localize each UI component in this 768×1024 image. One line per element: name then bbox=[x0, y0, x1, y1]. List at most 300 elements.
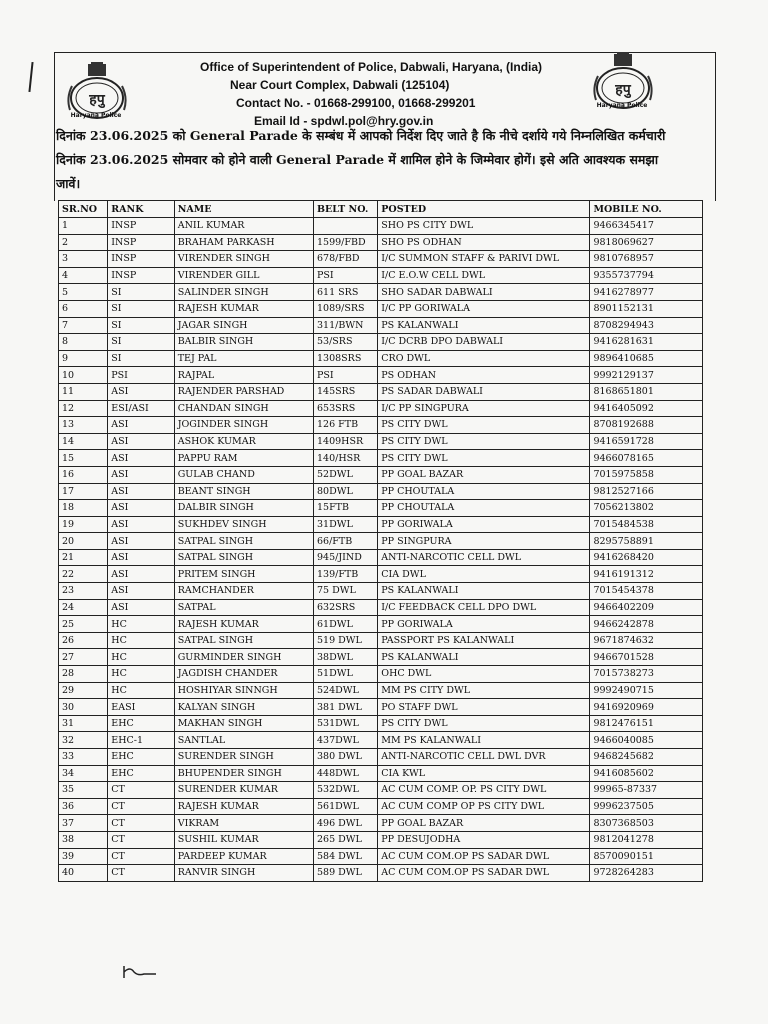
cell-belt-no: 66/FTB bbox=[314, 533, 378, 550]
cell-posted: PP CHOUTALA bbox=[378, 500, 590, 517]
table-row bbox=[59, 267, 703, 284]
table-row bbox=[59, 218, 703, 235]
cell-name: ANIL KUMAR bbox=[174, 218, 313, 235]
cell-sr-no: 32 bbox=[59, 732, 108, 749]
cell-rank: SI bbox=[108, 334, 174, 351]
cell-sr-no: 30 bbox=[59, 699, 108, 716]
cell-belt-no: 1308SRS bbox=[314, 350, 378, 367]
table-row bbox=[59, 516, 703, 533]
cell-belt-no: 632SRS bbox=[314, 599, 378, 616]
cell-name: VIRENDER SINGH bbox=[174, 251, 313, 268]
logo-emblem-text: हपु bbox=[615, 82, 631, 98]
cell-belt-no: 589 DWL bbox=[314, 865, 378, 882]
header-belt-no: BELT NO. bbox=[314, 201, 378, 218]
cell-posted: I/C PP SINGPURA bbox=[378, 400, 590, 417]
cell-mobile-no: 7056213802 bbox=[590, 500, 703, 517]
cell-mobile-no: 8295758891 bbox=[590, 533, 703, 550]
cell-posted: I/C PP GORIWALA bbox=[378, 300, 590, 317]
cell-sr-no: 9 bbox=[59, 350, 108, 367]
cell-name: RAMCHANDER bbox=[174, 583, 313, 600]
header-posted: POSTED bbox=[378, 201, 590, 218]
cell-posted: PS CITY DWL bbox=[378, 417, 590, 434]
cell-mobile-no: 9416591728 bbox=[590, 433, 703, 450]
table-row bbox=[59, 815, 703, 832]
table-row bbox=[59, 749, 703, 766]
cell-posted: PS CITY DWL bbox=[378, 715, 590, 732]
cell-sr-no: 8 bbox=[59, 334, 108, 351]
table-row bbox=[59, 383, 703, 400]
cell-belt-no: 52DWL bbox=[314, 466, 378, 483]
cell-sr-no: 19 bbox=[59, 516, 108, 533]
cell-name: ASHOK KUMAR bbox=[174, 433, 313, 450]
cell-posted: CRO DWL bbox=[378, 350, 590, 367]
cell-posted: I/C SUMMON STAFF & PARIVI DWL bbox=[378, 251, 590, 268]
cell-mobile-no: 9992129137 bbox=[590, 367, 703, 384]
cell-belt-no: 532DWL bbox=[314, 782, 378, 799]
cell-mobile-no: 7015454378 bbox=[590, 583, 703, 600]
haryana-police-emblem-icon bbox=[62, 62, 132, 132]
table-row bbox=[59, 400, 703, 417]
cell-belt-no: 653SRS bbox=[314, 400, 378, 417]
cell-sr-no: 14 bbox=[59, 433, 108, 450]
cell-posted: AC CUM COMP. OP. PS CITY DWL bbox=[378, 782, 590, 799]
cell-name: SALINDER SINGH bbox=[174, 284, 313, 301]
cell-sr-no: 4 bbox=[59, 267, 108, 284]
cell-name: JAGAR SINGH bbox=[174, 317, 313, 334]
left-logo-caption: Haryana Police bbox=[70, 112, 122, 119]
cell-mobile-no: 7015484538 bbox=[590, 516, 703, 533]
notice-line-3: जावें। bbox=[56, 176, 81, 191]
table-row bbox=[59, 782, 703, 799]
table-row bbox=[59, 765, 703, 782]
cell-posted: PP GOAL BAZAR bbox=[378, 815, 590, 832]
cell-mobile-no: 9810768957 bbox=[590, 251, 703, 268]
cell-belt-no: 945/JIND bbox=[314, 549, 378, 566]
cell-mobile-no: 9416281631 bbox=[590, 334, 703, 351]
cell-rank: EHC-1 bbox=[108, 732, 174, 749]
cell-sr-no: 37 bbox=[59, 815, 108, 832]
cell-mobile-no: 8708294943 bbox=[590, 317, 703, 334]
cell-rank: ASI bbox=[108, 450, 174, 467]
cell-mobile-no: 8307368503 bbox=[590, 815, 703, 832]
cell-name: SURENDER SINGH bbox=[174, 749, 313, 766]
cell-belt-no: 611 SRS bbox=[314, 284, 378, 301]
cell-mobile-no: 9671874632 bbox=[590, 632, 703, 649]
cell-name: RAJPAL bbox=[174, 367, 313, 384]
cell-posted: SHO PS CITY DWL bbox=[378, 218, 590, 235]
cell-belt-no: 15FTB bbox=[314, 500, 378, 517]
cell-sr-no: 13 bbox=[59, 417, 108, 434]
cell-belt-no: 381 DWL bbox=[314, 699, 378, 716]
cell-posted: CIA DWL bbox=[378, 566, 590, 583]
table-header-row bbox=[59, 201, 703, 218]
cell-rank: CT bbox=[108, 782, 174, 799]
cell-posted: I/C E.O.W CELL DWL bbox=[378, 267, 590, 284]
cell-mobile-no: 7015975858 bbox=[590, 466, 703, 483]
cell-belt-no: 531DWL bbox=[314, 715, 378, 732]
cell-belt-no: 311/BWN bbox=[314, 317, 378, 334]
cell-name: SANTLAL bbox=[174, 732, 313, 749]
cell-mobile-no: 9466345417 bbox=[590, 218, 703, 235]
cell-sr-no: 3 bbox=[59, 251, 108, 268]
cell-sr-no: 31 bbox=[59, 715, 108, 732]
cell-name: JAGDISH CHANDER bbox=[174, 666, 313, 683]
cell-mobile-no: 9468245682 bbox=[590, 749, 703, 766]
cell-posted: I/C FEEDBACK CELL DPO DWL bbox=[378, 599, 590, 616]
cell-belt-no: 584 DWL bbox=[314, 848, 378, 865]
cell-rank: INSP bbox=[108, 251, 174, 268]
cell-mobile-no: 9812527166 bbox=[590, 483, 703, 500]
cell-rank: ASI bbox=[108, 583, 174, 600]
cell-name: SATPAL SINGH bbox=[174, 549, 313, 566]
cell-name: MAKHAN SINGH bbox=[174, 715, 313, 732]
table-row bbox=[59, 632, 703, 649]
cell-name: DALBIR SINGH bbox=[174, 500, 313, 517]
cell-belt-no: 265 DWL bbox=[314, 831, 378, 848]
cell-posted: PP GORIWALA bbox=[378, 516, 590, 533]
cell-belt-no: 1409HSR bbox=[314, 433, 378, 450]
cell-rank: EHC bbox=[108, 749, 174, 766]
cell-name: SUKHDEV SINGH bbox=[174, 516, 313, 533]
cell-posted: PP SINGPURA bbox=[378, 533, 590, 550]
cell-mobile-no: 9355737794 bbox=[590, 267, 703, 284]
cell-posted: CIA KWL bbox=[378, 765, 590, 782]
cell-sr-no: 26 bbox=[59, 632, 108, 649]
cell-rank: HC bbox=[108, 682, 174, 699]
cell-mobile-no: 8901152131 bbox=[590, 300, 703, 317]
cell-sr-no: 36 bbox=[59, 798, 108, 815]
cell-belt-no: 380 DWL bbox=[314, 749, 378, 766]
cell-rank: EHC bbox=[108, 765, 174, 782]
cell-posted: AC CUM COMP OP PS CITY DWL bbox=[378, 798, 590, 815]
cell-posted: AC CUM COM.OP PS SADAR DWL bbox=[378, 865, 590, 882]
cell-sr-no: 34 bbox=[59, 765, 108, 782]
cell-mobile-no: 8570090151 bbox=[590, 848, 703, 865]
table-row bbox=[59, 317, 703, 334]
cell-mobile-no: 9416085602 bbox=[590, 765, 703, 782]
cell-belt-no: PSI bbox=[314, 367, 378, 384]
cell-sr-no: 17 bbox=[59, 483, 108, 500]
cell-sr-no: 1 bbox=[59, 218, 108, 235]
cell-name: PARDEEP KUMAR bbox=[174, 848, 313, 865]
cell-name: PAPPU RAM bbox=[174, 450, 313, 467]
cell-name: PRITEM SINGH bbox=[174, 566, 313, 583]
cell-name: GURMINDER SINGH bbox=[174, 649, 313, 666]
cell-posted: PS SADAR DABWALI bbox=[378, 383, 590, 400]
cell-rank: CT bbox=[108, 865, 174, 882]
cell-posted: MM PS KALANWALI bbox=[378, 732, 590, 749]
cell-rank: ASI bbox=[108, 566, 174, 583]
cell-belt-no: 437DWL bbox=[314, 732, 378, 749]
table-row bbox=[59, 433, 703, 450]
table-row bbox=[59, 251, 703, 268]
cell-belt-no bbox=[314, 218, 378, 235]
cell-belt-no: 53/SRS bbox=[314, 334, 378, 351]
cell-sr-no: 40 bbox=[59, 865, 108, 882]
cell-mobile-no: 9466701528 bbox=[590, 649, 703, 666]
cell-sr-no: 15 bbox=[59, 450, 108, 467]
cell-belt-no: 524DWL bbox=[314, 682, 378, 699]
cell-rank: EASI bbox=[108, 699, 174, 716]
cell-belt-no: 139/FTB bbox=[314, 566, 378, 583]
logo-emblem-text: हपु bbox=[89, 92, 105, 108]
cell-rank: HC bbox=[108, 649, 174, 666]
cell-sr-no: 18 bbox=[59, 500, 108, 517]
cell-rank: SI bbox=[108, 284, 174, 301]
cell-rank: ASI bbox=[108, 483, 174, 500]
cell-posted: ANTI-NARCOTIC CELL DWL DVR bbox=[378, 749, 590, 766]
cell-name: RAJENDER PARSHAD bbox=[174, 383, 313, 400]
cell-sr-no: 7 bbox=[59, 317, 108, 334]
cell-mobile-no: 9818069627 bbox=[590, 234, 703, 251]
cell-mobile-no: 9466040085 bbox=[590, 732, 703, 749]
cell-mobile-no: 9416405092 bbox=[590, 400, 703, 417]
cell-mobile-no: 8708192688 bbox=[590, 417, 703, 434]
table-row bbox=[59, 682, 703, 699]
cell-rank: ASI bbox=[108, 533, 174, 550]
cell-name: VIRENDER GILL bbox=[174, 267, 313, 284]
cell-belt-no: 519 DWL bbox=[314, 632, 378, 649]
cell-rank: HC bbox=[108, 616, 174, 633]
cell-mobile-no: 9416278977 bbox=[590, 284, 703, 301]
table-row bbox=[59, 417, 703, 434]
cell-rank: PSI bbox=[108, 367, 174, 384]
table-row bbox=[59, 367, 703, 384]
cell-mobile-no: 9812041278 bbox=[590, 831, 703, 848]
cell-belt-no: 1089/SRS bbox=[314, 300, 378, 317]
cell-rank: CT bbox=[108, 815, 174, 832]
cell-sr-no: 11 bbox=[59, 383, 108, 400]
cell-mobile-no: 7015738273 bbox=[590, 666, 703, 683]
office-email: Email Id - spdwl.pol@hry.gov.in bbox=[254, 114, 434, 128]
cell-name: VIKRAM bbox=[174, 815, 313, 832]
cell-sr-no: 24 bbox=[59, 599, 108, 616]
cell-sr-no: 5 bbox=[59, 284, 108, 301]
table-row bbox=[59, 616, 703, 633]
cell-belt-no: 51DWL bbox=[314, 666, 378, 683]
cell-sr-no: 12 bbox=[59, 400, 108, 417]
cell-posted: MM PS CITY DWL bbox=[378, 682, 590, 699]
cell-mobile-no: 99965-87337 bbox=[590, 782, 703, 799]
cell-belt-no: 75 DWL bbox=[314, 583, 378, 600]
cell-mobile-no: 9896410685 bbox=[590, 350, 703, 367]
notice-line-1: दिनांक 23.06.2025 को General Parade के सम्बंध में आपको निर्देश दिए जाते है कि नीचे दर्शाये गये निम्नलिखित कर्मचारी bbox=[56, 128, 666, 143]
cell-name: TEJ PAL bbox=[174, 350, 313, 367]
right-logo-caption: Haryana Police bbox=[596, 102, 648, 109]
cell-belt-no: 678/FBD bbox=[314, 251, 378, 268]
cell-mobile-no: 9992490715 bbox=[590, 682, 703, 699]
cell-name: GULAB CHAND bbox=[174, 466, 313, 483]
notice-line-2: दिनांक 23.06.2025 सोमवार को होने वाली General Parade में शामिल होने के जिम्मेवार होगें। इसे अति आवश्यक समझा bbox=[56, 152, 659, 167]
cell-name: SATPAL SINGH bbox=[174, 533, 313, 550]
cell-belt-no: 561DWL bbox=[314, 798, 378, 815]
cell-posted: PP GOAL BAZAR bbox=[378, 466, 590, 483]
table-row bbox=[59, 798, 703, 815]
cell-rank: SI bbox=[108, 350, 174, 367]
cell-posted: PO STAFF DWL bbox=[378, 699, 590, 716]
cell-name: RAJESH KUMAR bbox=[174, 300, 313, 317]
cell-sr-no: 16 bbox=[59, 466, 108, 483]
cell-name: SATPAL SINGH bbox=[174, 632, 313, 649]
cell-name: BALBIR SINGH bbox=[174, 334, 313, 351]
cell-rank: SI bbox=[108, 317, 174, 334]
cell-rank: ESI/ASI bbox=[108, 400, 174, 417]
table-row bbox=[59, 566, 703, 583]
cell-name: BHUPENDER SINGH bbox=[174, 765, 313, 782]
cell-rank: ASI bbox=[108, 516, 174, 533]
cell-sr-no: 10 bbox=[59, 367, 108, 384]
cell-posted: PS KALANWALI bbox=[378, 649, 590, 666]
cell-rank: CT bbox=[108, 848, 174, 865]
margin-pen-mark bbox=[28, 62, 33, 92]
cell-rank: ASI bbox=[108, 599, 174, 616]
cell-belt-no: 61DWL bbox=[314, 616, 378, 633]
cell-mobile-no: 8168651801 bbox=[590, 383, 703, 400]
cell-rank: CT bbox=[108, 831, 174, 848]
table-row bbox=[59, 450, 703, 467]
table-row bbox=[59, 715, 703, 732]
cell-rank: CT bbox=[108, 798, 174, 815]
office-contact: Contact No. - 01668-299100, 01668-299201 bbox=[236, 96, 476, 110]
cell-name: SATPAL bbox=[174, 599, 313, 616]
cell-mobile-no: 9812476151 bbox=[590, 715, 703, 732]
header-name: NAME bbox=[174, 201, 313, 218]
cell-posted: PS CITY DWL bbox=[378, 450, 590, 467]
cell-name: CHANDAN SINGH bbox=[174, 400, 313, 417]
cell-sr-no: 27 bbox=[59, 649, 108, 666]
cell-posted: PS KALANWALI bbox=[378, 583, 590, 600]
cell-posted: PP GORIWALA bbox=[378, 616, 590, 633]
cell-name: BEANT SINGH bbox=[174, 483, 313, 500]
cell-sr-no: 23 bbox=[59, 583, 108, 600]
cell-rank: HC bbox=[108, 666, 174, 683]
cell-sr-no: 21 bbox=[59, 549, 108, 566]
cell-belt-no: 38DWL bbox=[314, 649, 378, 666]
cell-sr-no: 35 bbox=[59, 782, 108, 799]
signature-mark bbox=[120, 962, 160, 982]
table-row bbox=[59, 284, 703, 301]
office-title: Office of Superintendent of Police, Dabwali, Haryana, (India) bbox=[200, 60, 543, 74]
cell-posted: PS KALANWALI bbox=[378, 317, 590, 334]
parade-notice bbox=[56, 124, 712, 196]
cell-belt-no: 145SRS bbox=[314, 383, 378, 400]
cell-mobile-no: 9416191312 bbox=[590, 566, 703, 583]
cell-rank: SI bbox=[108, 300, 174, 317]
cell-name: BRAHAM PARKASH bbox=[174, 234, 313, 251]
table-row bbox=[59, 649, 703, 666]
table-row bbox=[59, 533, 703, 550]
cell-posted: I/C DCRB DPO DABWALI bbox=[378, 334, 590, 351]
office-address-block bbox=[200, 58, 600, 130]
cell-sr-no: 33 bbox=[59, 749, 108, 766]
cell-posted: PASSPORT PS KALANWALI bbox=[378, 632, 590, 649]
table-row bbox=[59, 583, 703, 600]
cell-rank: HC bbox=[108, 632, 174, 649]
table-row bbox=[59, 334, 703, 351]
cell-rank: INSP bbox=[108, 234, 174, 251]
table-row bbox=[59, 350, 703, 367]
cell-belt-no: 496 DWL bbox=[314, 815, 378, 832]
cell-sr-no: 2 bbox=[59, 234, 108, 251]
cell-sr-no: 6 bbox=[59, 300, 108, 317]
cell-rank: ASI bbox=[108, 417, 174, 434]
cell-rank: INSP bbox=[108, 218, 174, 235]
cell-mobile-no: 9416920969 bbox=[590, 699, 703, 716]
table-body bbox=[59, 218, 703, 882]
table-row bbox=[59, 549, 703, 566]
cell-posted: OHC DWL bbox=[378, 666, 590, 683]
cell-mobile-no: 9466078165 bbox=[590, 450, 703, 467]
table-row bbox=[59, 831, 703, 848]
table-row bbox=[59, 300, 703, 317]
parade-roster-table bbox=[58, 200, 703, 882]
cell-rank: EHC bbox=[108, 715, 174, 732]
cell-mobile-no: 9466242878 bbox=[590, 616, 703, 633]
cell-mobile-no: 9728264283 bbox=[590, 865, 703, 882]
cell-sr-no: 20 bbox=[59, 533, 108, 550]
cell-rank: ASI bbox=[108, 500, 174, 517]
cell-posted: AC CUM COM.OP PS SADAR DWL bbox=[378, 848, 590, 865]
cell-rank: INSP bbox=[108, 267, 174, 284]
cell-posted: PP DESUJODHA bbox=[378, 831, 590, 848]
cell-rank: ASI bbox=[108, 549, 174, 566]
cell-name: RAJESH KUMAR bbox=[174, 616, 313, 633]
cell-sr-no: 28 bbox=[59, 666, 108, 683]
header-mobile-no: MOBILE NO. bbox=[590, 201, 703, 218]
cell-sr-no: 29 bbox=[59, 682, 108, 699]
cell-name: RANVIR SINGH bbox=[174, 865, 313, 882]
table-row bbox=[59, 500, 703, 517]
cell-belt-no: 31DWL bbox=[314, 516, 378, 533]
cell-name: JOGINDER SINGH bbox=[174, 417, 313, 434]
cell-mobile-no: 9996237505 bbox=[590, 798, 703, 815]
cell-mobile-no: 9416268420 bbox=[590, 549, 703, 566]
cell-name: SUSHIL KUMAR bbox=[174, 831, 313, 848]
table-row bbox=[59, 699, 703, 716]
table-row bbox=[59, 732, 703, 749]
table-row bbox=[59, 599, 703, 616]
cell-posted: PS ODHAN bbox=[378, 367, 590, 384]
cell-mobile-no: 9466402209 bbox=[590, 599, 703, 616]
cell-posted: SHO PS ODHAN bbox=[378, 234, 590, 251]
table-row bbox=[59, 848, 703, 865]
office-address: Near Court Complex, Dabwali (125104) bbox=[230, 78, 450, 92]
table-row bbox=[59, 466, 703, 483]
cell-belt-no: PSI bbox=[314, 267, 378, 284]
header-sr-no: SR.NO bbox=[59, 201, 108, 218]
cell-sr-no: 38 bbox=[59, 831, 108, 848]
cell-sr-no: 25 bbox=[59, 616, 108, 633]
cell-belt-no: 80DWL bbox=[314, 483, 378, 500]
cell-name: HOSHIYAR SINNGH bbox=[174, 682, 313, 699]
cell-posted: ANTI-NARCOTIC CELL DWL bbox=[378, 549, 590, 566]
cell-rank: ASI bbox=[108, 466, 174, 483]
cell-belt-no: 126 FTB bbox=[314, 417, 378, 434]
table-row bbox=[59, 234, 703, 251]
cell-belt-no: 448DWL bbox=[314, 765, 378, 782]
cell-name: RAJESH KUMAR bbox=[174, 798, 313, 815]
cell-rank: ASI bbox=[108, 383, 174, 400]
cell-rank: ASI bbox=[108, 433, 174, 450]
cell-sr-no: 39 bbox=[59, 848, 108, 865]
header-rank: RANK bbox=[108, 201, 174, 218]
table-row bbox=[59, 865, 703, 882]
cell-name: SURENDER KUMAR bbox=[174, 782, 313, 799]
cell-posted: SHO SADAR DABWALI bbox=[378, 284, 590, 301]
table-row bbox=[59, 483, 703, 500]
cell-sr-no: 22 bbox=[59, 566, 108, 583]
table-row bbox=[59, 666, 703, 683]
